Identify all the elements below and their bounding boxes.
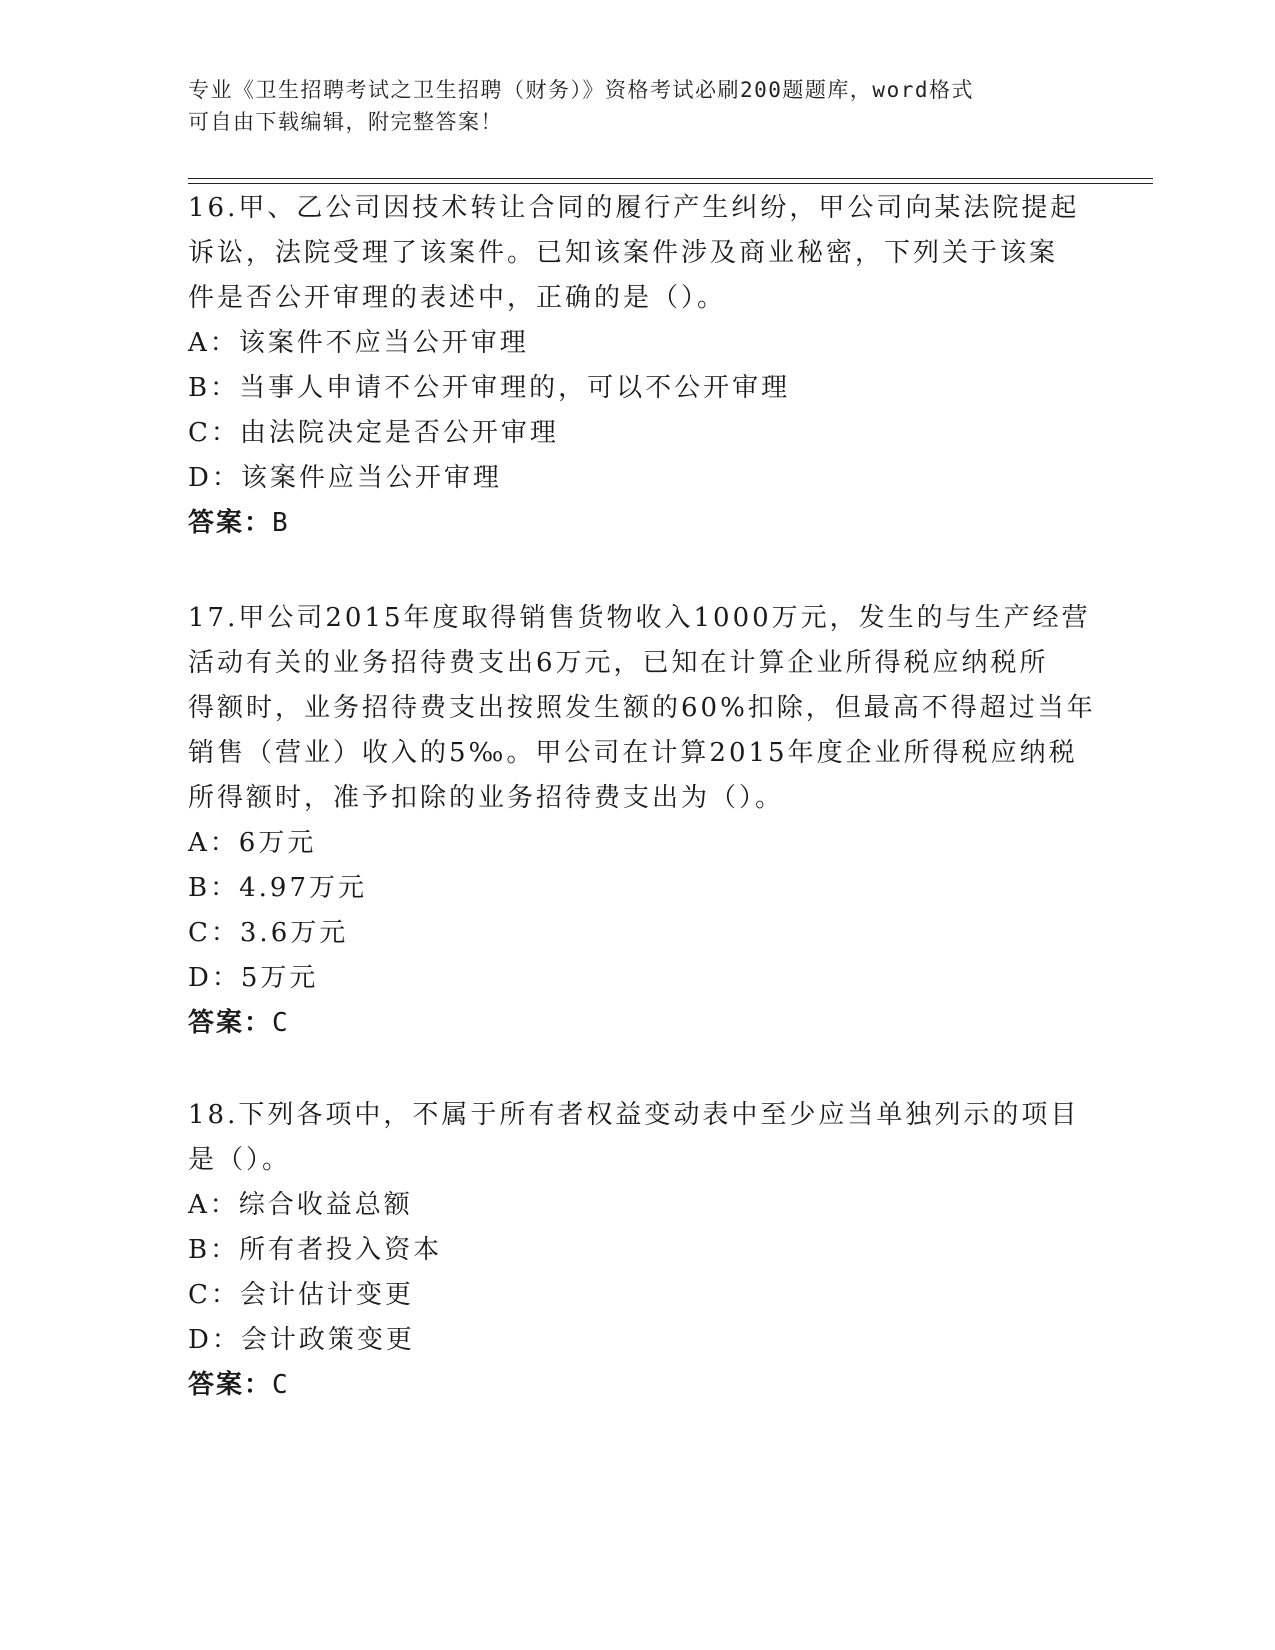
answer-label: 答案： [188, 1370, 273, 1400]
question-stem-line: 18.下列各项中，不属于所有者权益变动表中至少应当单独列示的项目 [188, 1100, 1080, 1130]
question-stem-line: 件是否公开审理的表述中，正确的是（）。 [188, 283, 727, 313]
question-stem-line: 销售（营业）收入的5‰。甲公司在计算2015年度企业所得税应纳税 [188, 738, 1078, 768]
option-b: B：4.97万元 [188, 873, 367, 903]
option-c: C：会计估计变更 [188, 1280, 414, 1310]
option-c: C：3.6万元 [188, 918, 349, 948]
answer-value: C [272, 1008, 290, 1038]
question-stem-line: 活动有关的业务招待费支出6万元，已知在计算企业所得税应纳税所 [188, 648, 1049, 678]
option-a: A：综合收益总额 [188, 1190, 413, 1220]
header-line-1: 专业《卫生招聘考试之卫生招聘（财务）》资格考试必刷200题题库，word格式 [188, 78, 974, 102]
option-a: A：6万元 [188, 828, 317, 858]
option-a: A：该案件不应当公开审理 [188, 328, 529, 358]
answer-line [188, 1363, 1088, 1408]
question-stem-line: 所得额时，准予扣除的业务招待费支出为（）。 [188, 783, 785, 813]
header-divider-bottom [188, 183, 1153, 184]
answer-value: C [272, 1370, 290, 1400]
answer-value: B [272, 508, 290, 538]
header-divider-top [188, 178, 1153, 179]
question-stem-line: 得额时，业务招待费支出按照发生额的60%扣除，但最高不得超过当年 [188, 693, 1096, 723]
option-c: C：由法院决定是否公开审理 [188, 418, 559, 448]
answer-line [188, 501, 1088, 546]
option-d: D：该案件应当公开审理 [188, 463, 502, 493]
option-d: D：会计政策变更 [188, 1325, 415, 1355]
question-stem-line: 16.甲、乙公司因技术转让合同的履行产生纠纷，甲公司向某法院提起 [188, 193, 1080, 223]
header-line-2: 可自由下载编辑，附完整答案！ [188, 110, 503, 134]
option-b: B：所有者投入资本 [188, 1235, 443, 1265]
answer-label: 答案： [188, 1008, 273, 1038]
answer-label: 答案： [188, 508, 273, 538]
question-stem-line: 是（）。 [188, 1145, 292, 1175]
answer-line [188, 1001, 1088, 1046]
question-stem-line: 诉讼，法院受理了该案件。已知该案件涉及商业秘密，下列关于该案 [188, 238, 1059, 268]
document-header [188, 74, 1088, 138]
question-17 [188, 596, 1096, 1046]
question-18 [188, 1093, 1088, 1408]
question-16 [188, 186, 1088, 546]
option-b: B：当事人申请不公开审理的，可以不公开审理 [188, 373, 791, 403]
question-stem-line: 17.甲公司2015年度取得销售货物收入1000万元，发生的与生产经营 [188, 603, 1091, 633]
option-d: D：5万元 [188, 963, 319, 993]
